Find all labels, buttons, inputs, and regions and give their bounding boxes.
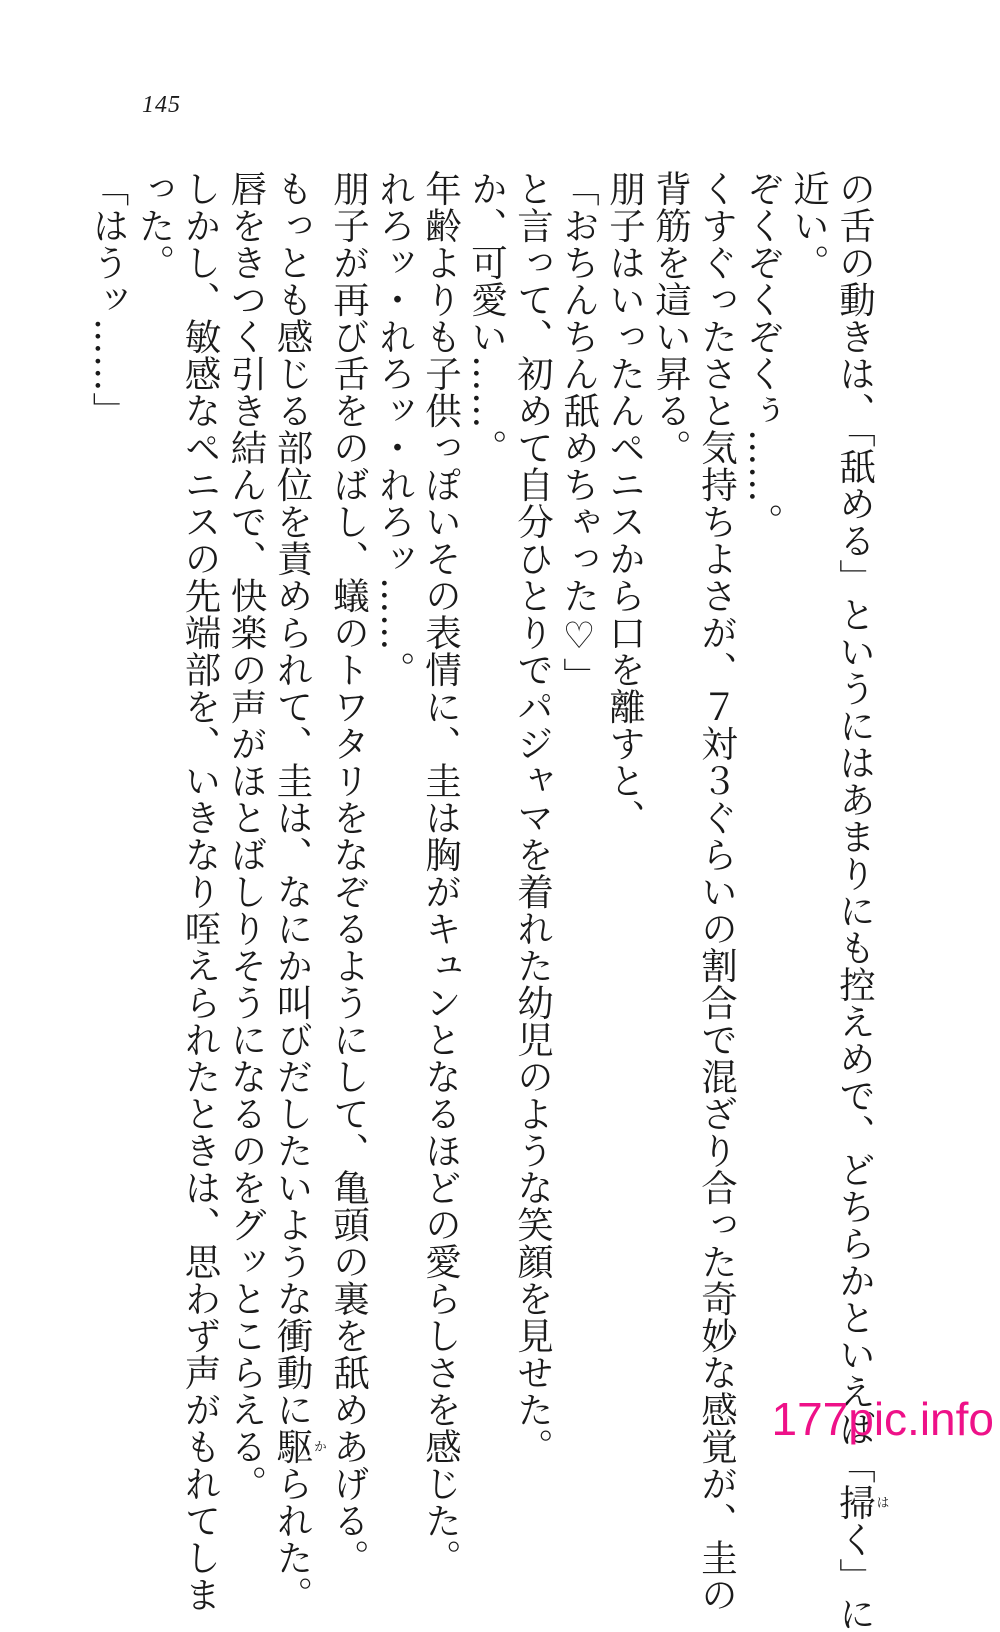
text-line-8: と言って、初めて自分ひとりでパジャマを着れた幼児のような笑顔を見せた。	[511, 170, 555, 1465]
text-line-7: 「おちんちん舐めちゃった♡」	[557, 170, 601, 695]
text-line-3: ぞくぞくぞくぅ……。	[741, 170, 785, 540]
text-line-1: の舌の動きは、「舐める」というにはあまりにも控えめで、どちらかといえば「掃はく」に	[833, 170, 889, 1632]
page-number: 145	[142, 92, 181, 118]
text-line-14: 唇をきつく引き結んで、快楽の声がほとばしりそうになるのをグッとこらえる。	[225, 170, 268, 1502]
ruby-annotation: 駆か	[271, 1428, 326, 1465]
text-line-15: しかし、敏感なペニスの先端部を、いきなり咥えられたときは、思わず声がもれてしま	[179, 170, 222, 1613]
text-line-11: れろッ・れろッ・れろッ……。	[373, 170, 417, 688]
text-line-12: 朋子が再び舌をのばし、蟻のトワタリをなぞるようにして、亀頭の裏を舐めあげる。	[327, 170, 371, 1576]
text-line-16: った。	[133, 170, 176, 281]
text-line-9: か、可愛い……。	[465, 170, 509, 466]
text-line-13: もっとも感じる部位を責められて、圭は、なにか叫びだしたいような衝動に駆かられた。	[271, 170, 326, 1613]
ruby-annotation: 掃は	[833, 1483, 889, 1521]
text-line-2: 近い。	[787, 170, 831, 281]
text-line-6: 朋子はいったんペニスから口を離すと、	[603, 170, 647, 836]
text-line-5: 背筋を這い昇る。	[649, 170, 693, 466]
text-line-17: 「はうッ……」	[87, 170, 130, 429]
text-line-4: くすぐったさと気持ちよさが、７対３ぐらいの割合で混ざり合った奇妙な感覚が、圭の	[695, 170, 739, 1613]
watermark: 177pic.info	[771, 1393, 994, 1445]
text-line-10: 年齢よりも子供っぽいその表情に、圭は胸がキュンとなるほどの愛らしさを感じた。	[419, 170, 463, 1576]
